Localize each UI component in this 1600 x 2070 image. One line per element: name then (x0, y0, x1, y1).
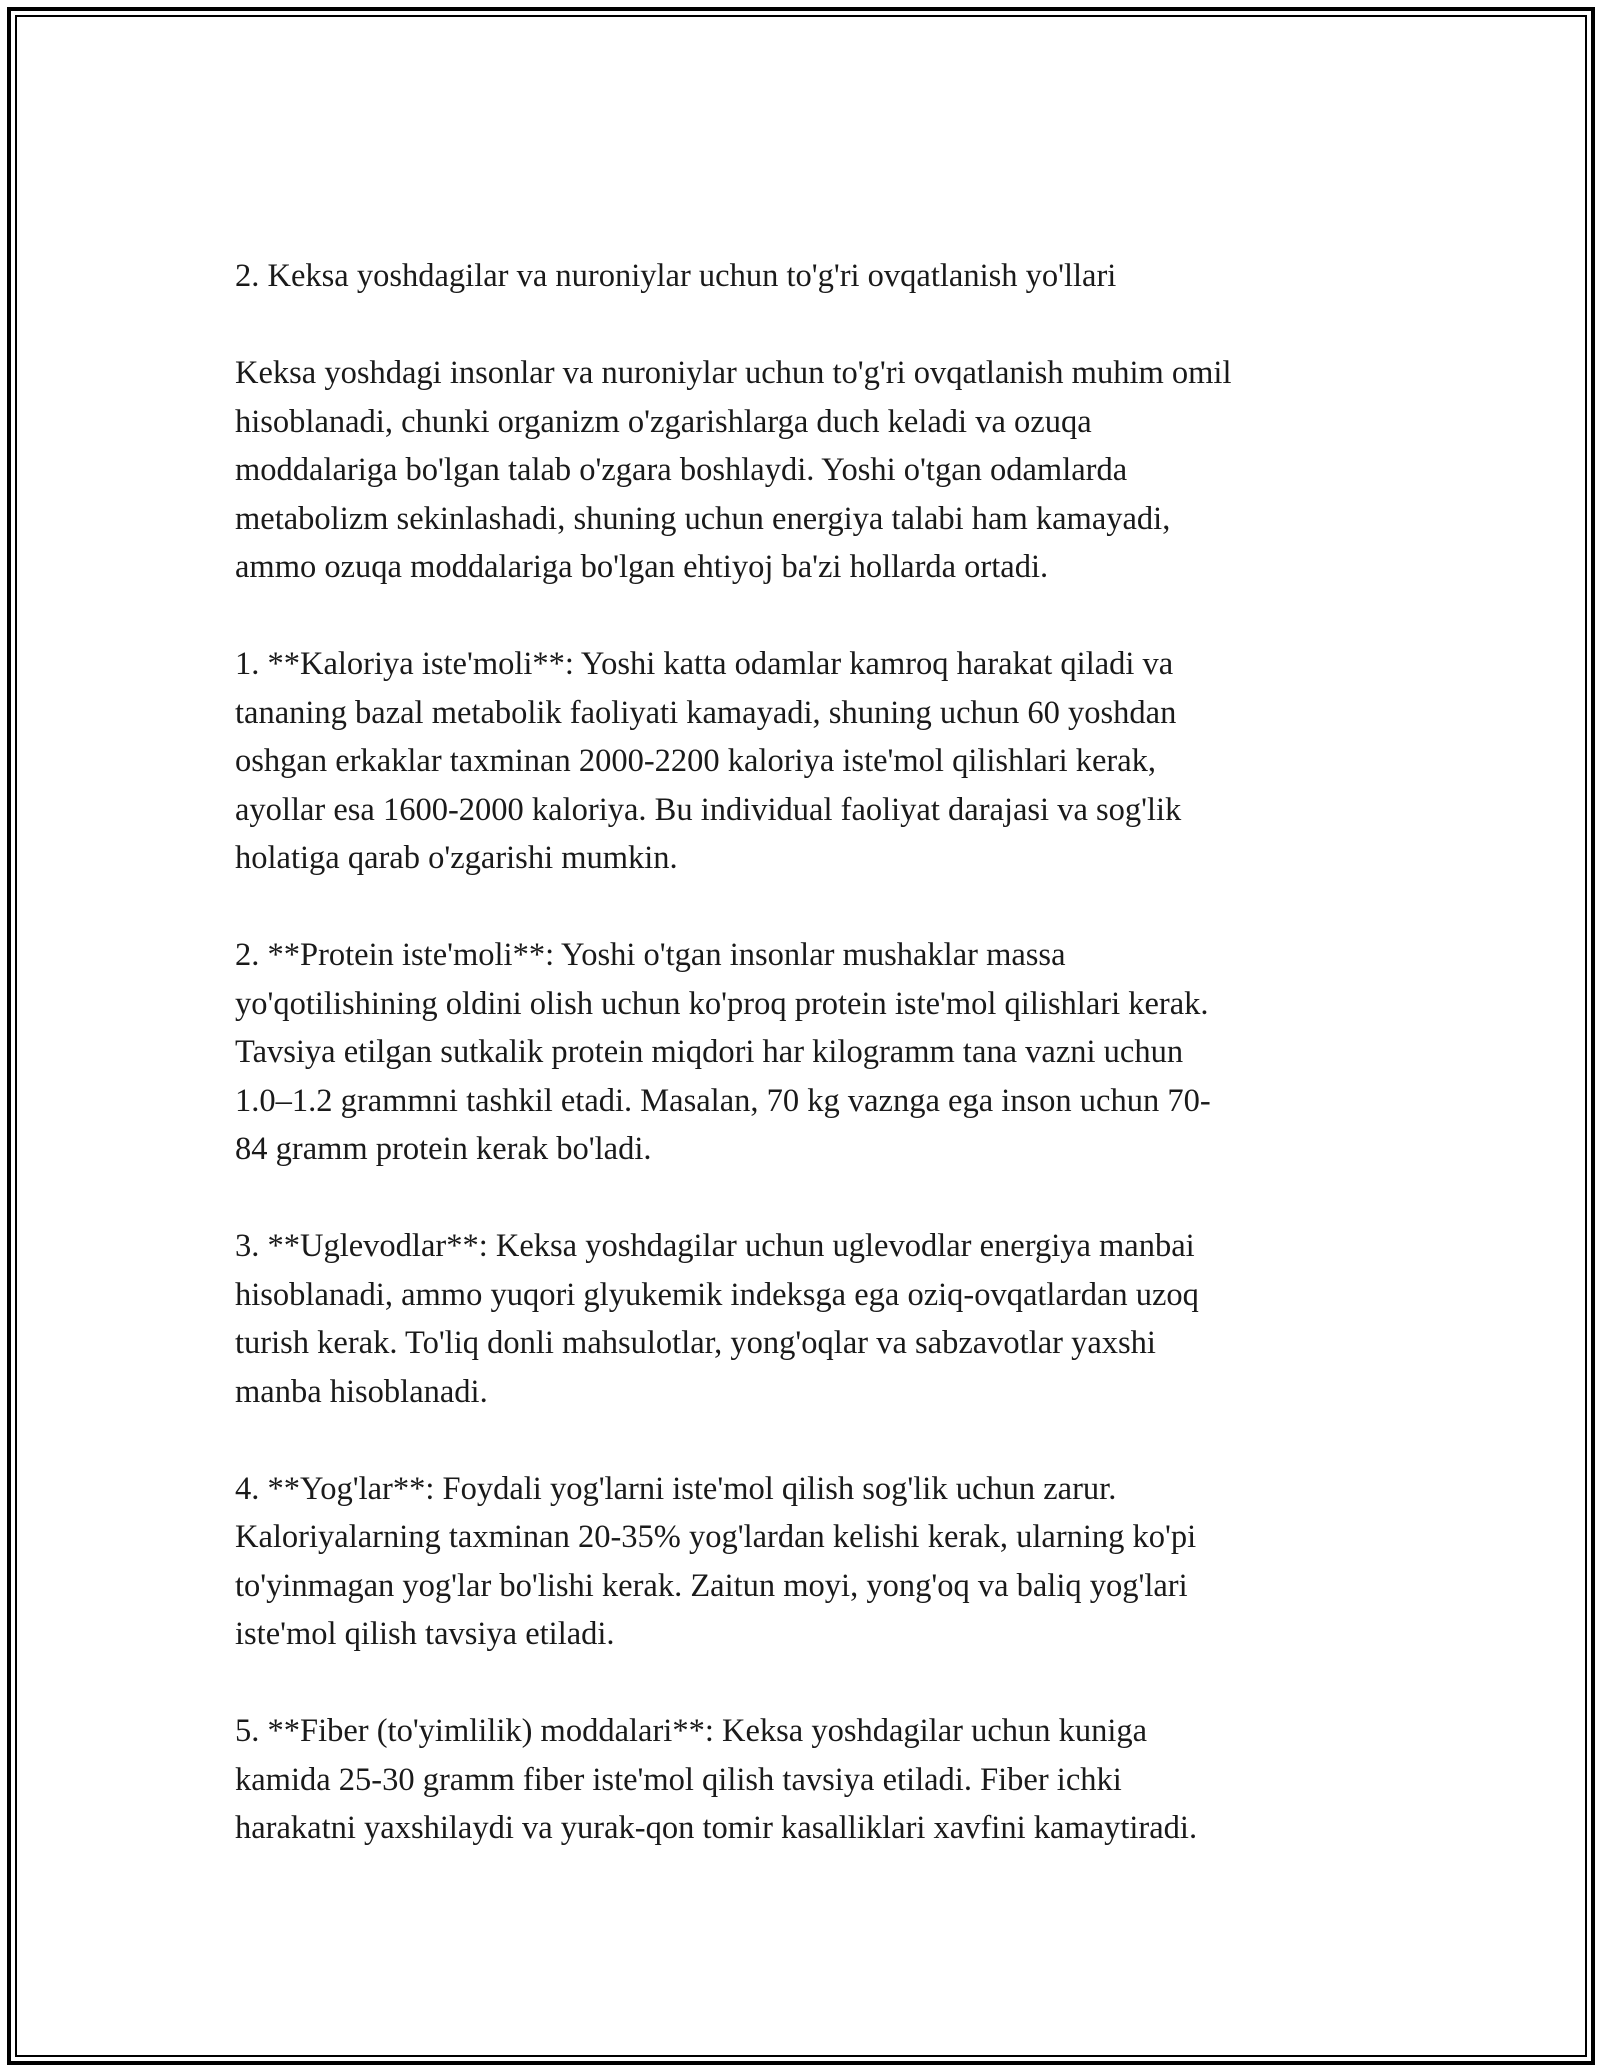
paragraph-intro: Keksa yoshdagi insonlar va nuroniylar uchun to'g'ri ovqatlanish muhim omil hisoblanadi, chunki organizm o'zgarishlarga duch keladi va ozuqa moddalariga bo'lgan talab o'zgara boshlaydi. Yoshi o'tgan odamlarda metabolizm sekinlashadi, shuning uchun energiya talabi ham kamayadi, ammo ozuqa moddalariga bo'lgan ehtiyoj ba'zi hollarda ortadi. (235, 355, 1232, 585)
paragraph-kaloriya: 1. **Kaloriya iste'moli**: Yoshi katta odamlar kamroq harakat qiladi va tananing bazal metabolik faoliyati kamayadi, shuning uchun 60 yoshdan oshgan erkaklar taxminan 2000-2200 kaloriya iste'mol qilishlari kerak, ayollar esa 1600-2000 kaloriya. Bu individual faoliyat darajasi va sog'lik holatiga qarab o'zgarishi mumkin. (235, 646, 1182, 876)
document-body (235, 252, 1370, 1901)
document-title: 2. Keksa yoshdagilar va nuroniylar uchun to'g'ri ovqatlanish yo'llari (235, 258, 1117, 294)
paragraph-yoglar: 4. **Yog'lar**: Foydali yog'larni iste'mol qilish sog'lik uchun zarur. Kaloriyalarning taxminan 20-35% yog'lardan kelishi kerak, ularning ko'pi to'yinmagan yog'lar bo'lishi kerak. Zaitun moyi, yong'oq va baliq yog'lari iste'mol qilish tavsiya etiladi. (235, 1470, 1197, 1652)
paragraph-protein: 2. **Protein iste'moli**: Yoshi o'tgan insonlar mushaklar massa yo'qotilishining oldini olish uchun ko'proq protein iste'mol qilishlari kerak. Tavsiya etilgan sutkalik protein miqdori har kilogramm tana vazni uchun 1.0–1.2 grammni tashkil etadi. Masalan, 70 kg vaznga ega inson uchun 70- 84 gramm protein kerak bo'ladi. (235, 937, 1211, 1167)
paragraph-uglevodlar: 3. **Uglevodlar**: Keksa yoshdagilar uchun uglevodlar energiya manbai hisoblanadi, ammo yuqori glyukemik indeksga ega oziq-ovqatlardan uzoq turish kerak. To'liq donli mahsulotlar, yong'oqlar va sabzavotlar yaxshi manba hisoblanadi. (235, 1228, 1199, 1410)
paragraph-fiber: 5. **Fiber (to'yimlilik) moddalari**: Keksa yoshdagilar uchun kuniga kamida 25-30 gramm fiber iste'mol qilish tavsiya etiladi. Fiber ichki harakatni yaxshilaydi va yurak-qon tomir kasalliklari xavfini kamaytiradi. (235, 1713, 1198, 1846)
